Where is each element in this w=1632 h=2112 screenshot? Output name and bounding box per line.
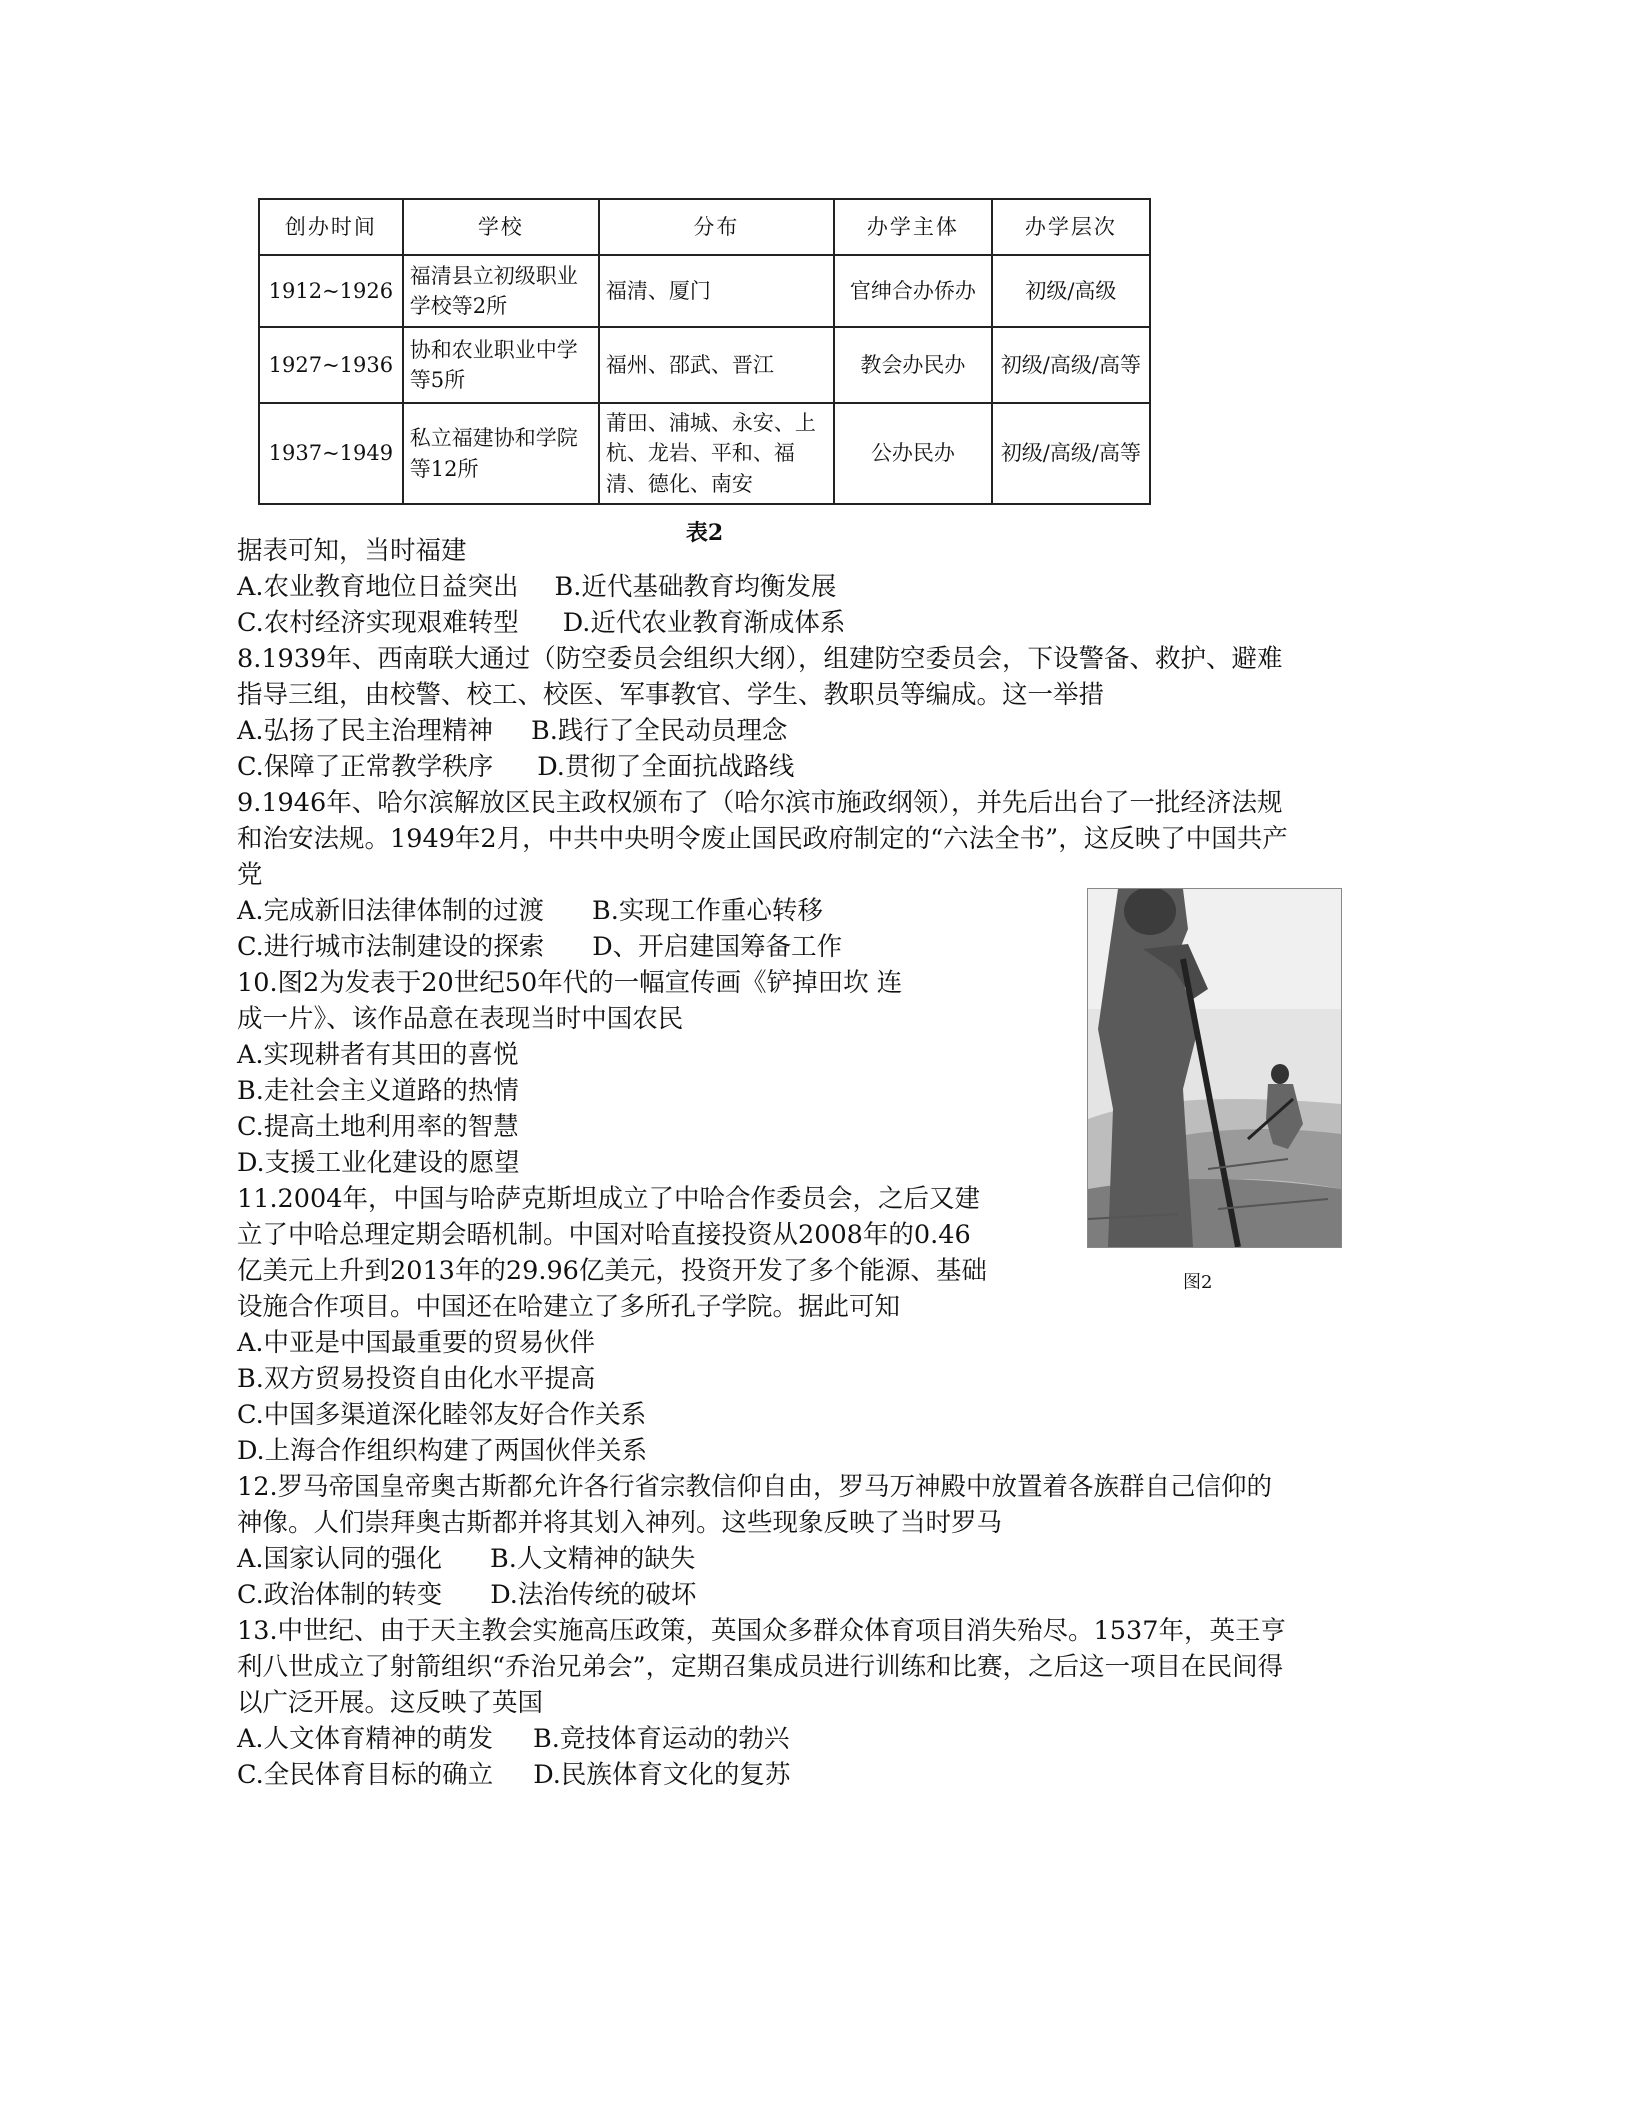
- q13-options-ab: [237, 1721, 1387, 1757]
- col-header-school: 学校: [403, 199, 599, 255]
- q7-option-a: A.农业教育地位日益突出: [237, 572, 519, 602]
- q9-option-b: B.实现工作重心转移: [592, 896, 823, 926]
- q12-option-a: A.国家认同的强化: [237, 1544, 443, 1574]
- cell-subject: 公办民办: [834, 403, 992, 504]
- q8-option-b: B.践行了全民动员理念: [531, 716, 788, 746]
- table-row: [259, 255, 1150, 327]
- cell-time: 1912~1926: [259, 255, 403, 327]
- school-table: [258, 198, 1151, 505]
- q10-stem-line: 10.图2为发表于20世纪50年代的一幅宣传画《铲掉田坎 连: [237, 968, 903, 998]
- q7-option-d: D.近代农业教育渐成体系: [562, 608, 846, 638]
- figure-2-caption: 图2: [1183, 1272, 1213, 1293]
- cell-level: 初级/高级: [992, 255, 1150, 327]
- q13-stem-line: 利八世成立了射箭组织“乔治兄弟会”，定期召集成员进行训练和比赛，之后这一项目在民间得: [237, 1652, 1284, 1682]
- poster-illustration: [1088, 889, 1341, 1247]
- figure-2-poster: [1087, 888, 1342, 1248]
- q8-options-ab: [237, 713, 1387, 749]
- cell-distribution: 福州、邵武、晋江: [599, 327, 834, 403]
- q7-option-c: C.农村经济实现艰难转型: [237, 608, 519, 638]
- q13-stem-line: 13.中世纪、由于天主教会实施高压政策，英国众多群众体育项目消失殆尽。1537年，英王亨: [237, 1616, 1286, 1646]
- cell-subject: 教会办民办: [834, 327, 992, 403]
- q7-stem: 据表可知，当时福建: [237, 536, 467, 566]
- cell-level: 初级/高级/高等: [992, 403, 1150, 504]
- table-header-row: [259, 199, 1150, 255]
- q11-option-a: A.中亚是中国最重要的贸易伙伴: [237, 1328, 596, 1358]
- q8-stem-line: 8.1939年、西南联大通过（防空委员会组织大纲），组建防空委员会，下设警备、救护、避难: [237, 644, 1283, 674]
- col-header-time: 创办时间: [259, 199, 403, 255]
- q12-option-c: C.政治体制的转变: [237, 1580, 443, 1610]
- q10-option-b: B.走社会主义道路的热情: [237, 1076, 519, 1106]
- cell-time: 1937~1949: [259, 403, 403, 504]
- q9-stem-line: 党: [237, 860, 263, 890]
- q11-stem-line: 立了中哈总理定期会晤机制。中国对哈直接投资从2008年的0.46: [237, 1220, 971, 1250]
- q8-stem-line: 指导三组，由校警、校工、校医、军事教官、学生、教职员等编成。这一举措: [237, 680, 1105, 710]
- q13-option-c: C.全民体育目标的确立: [237, 1760, 494, 1790]
- q11-option-b: B.双方贸易投资自由化水平提高: [237, 1364, 596, 1394]
- q12-option-d: D.法治传统的破坏: [490, 1580, 697, 1610]
- q9-stem-line: 和治安法规。1949年2月，中共中央明令废止国民政府制定的“六法全书”，这反映了中国共产: [237, 824, 1288, 854]
- table-2-container: [258, 198, 1151, 546]
- q9-option-d: D、开启建国筹备工作: [592, 932, 843, 962]
- q12-options-ab: [237, 1541, 1387, 1577]
- cell-school: 私立福建协和学院等12所: [403, 403, 599, 504]
- q12-option-b: B.人文精神的缺失: [490, 1544, 696, 1574]
- q12-options-cd: [237, 1577, 1387, 1613]
- q10-option-d: D.支援工业化建设的愿望: [237, 1148, 520, 1178]
- q8-option-d: D.贯彻了全面抗战路线: [537, 752, 795, 782]
- table-row: [259, 327, 1150, 403]
- q9-option-c: C.进行城市法制建设的探索: [237, 932, 545, 962]
- q13-option-b: B.竞技体育运动的勃兴: [533, 1724, 790, 1754]
- col-header-level: 办学层次: [992, 199, 1150, 255]
- q8-option-a: A.弘扬了民主治理精神: [237, 716, 494, 746]
- q9-stem-line: 9.1946年、哈尔滨解放区民主政权颁布了（哈尔滨市施政纲领），并先后出台了一批经济法规: [237, 788, 1283, 818]
- col-header-subject: 办学主体: [834, 199, 992, 255]
- table-caption: 表2: [685, 520, 724, 546]
- col-header-distribution: 分布: [599, 199, 834, 255]
- q13-option-a: A.人文体育精神的萌发: [237, 1724, 494, 1754]
- q11-option-d: D.上海合作组织构建了两国伙伴关系: [237, 1436, 648, 1466]
- q10-option-a: A.实现耕者有其田的喜悦: [237, 1040, 519, 1070]
- q11-stem-line: 11.2004年，中国与哈萨克斯坦成立了中哈合作委员会，之后又建: [237, 1184, 980, 1214]
- q9-option-a: A.完成新旧法律体制的过渡: [237, 896, 545, 926]
- q12-stem-line: 12.罗马帝国皇帝奥古斯都允许各行省宗教信仰自由，罗马万神殿中放置着各族群自己信仰的: [237, 1472, 1273, 1502]
- cell-distribution: 莆田、浦城、永安、上杭、龙岩、平和、福清、德化、南安: [599, 403, 834, 504]
- q13-stem-line: 以广泛开展。这反映了英国: [237, 1688, 544, 1718]
- q10-stem-line: 成一片》、该作品意在表现当时中国农民: [237, 1004, 684, 1034]
- cell-school: 福清县立初级职业学校等2所: [403, 255, 599, 327]
- q13-option-d: D.民族体育文化的复苏: [533, 1760, 791, 1790]
- q7-option-b: B.近代基础教育均衡发展: [554, 572, 837, 602]
- q7-options-cd: [237, 605, 1387, 641]
- cell-distribution: 福清、厦门: [599, 255, 834, 327]
- q10-option-c: C.提高土地利用率的智慧: [237, 1112, 519, 1142]
- cell-level: 初级/高级/高等: [992, 327, 1150, 403]
- q11-option-c: C.中国多渠道深化睦邻友好合作关系: [237, 1400, 647, 1430]
- cell-time: 1927~1936: [259, 327, 403, 403]
- table-row: [259, 403, 1150, 504]
- q7-options-ab: [237, 569, 1387, 605]
- q12-stem-line: 神像。人们崇拜奥古斯都并将其划入神列。这些现象反映了当时罗马: [237, 1508, 1003, 1538]
- q11-stem-line: 亿美元上升到2013年的29.96亿美元，投资开发了多个能源、基础: [237, 1256, 987, 1286]
- cell-subject: 官绅合办侨办: [834, 255, 992, 327]
- q11-stem-line: 设施合作项目。中国还在哈建立了多所孔子学院。据此可知: [237, 1292, 901, 1322]
- q8-option-c: C.保障了正常教学秩序: [237, 752, 494, 782]
- q8-options-cd: [237, 749, 1387, 785]
- cell-school: 协和农业职业中学等5所: [403, 327, 599, 403]
- q13-options-cd: [237, 1757, 1387, 1793]
